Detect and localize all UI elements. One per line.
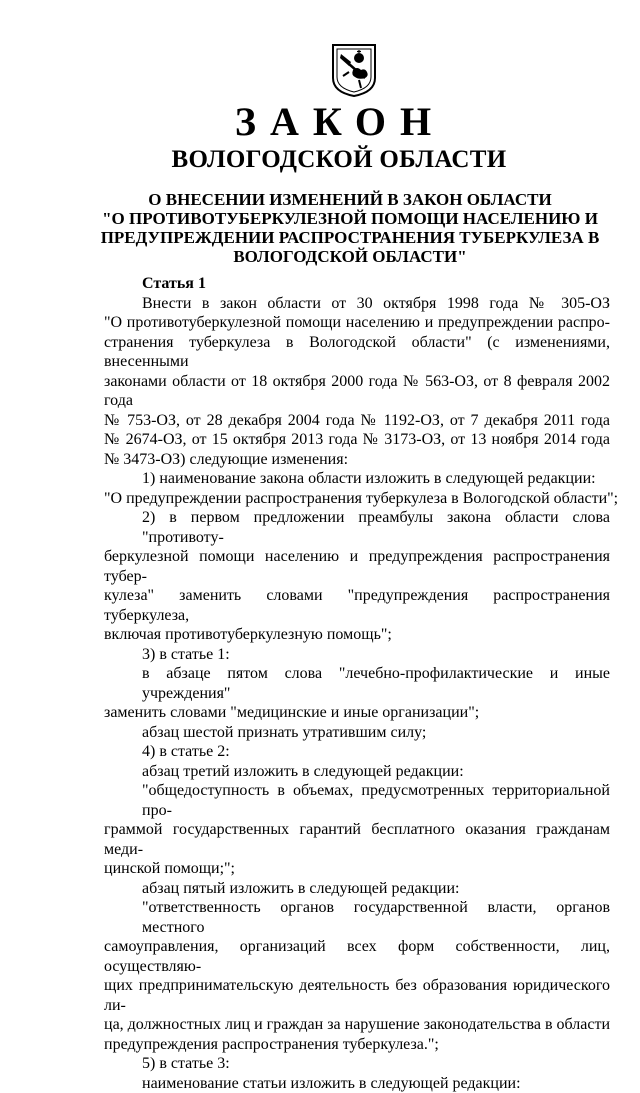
text-line: наименование статьи изложить в следующей редакции:: [104, 1074, 610, 1093]
text-line: 2) в первом предложении преамбулы закона области слова "противоту-: [104, 508, 610, 547]
text-line: "ответственность органов государственной власти, органов местного: [104, 898, 610, 937]
law-subject: [100, 190, 600, 266]
text-line: заменить словами "медицинские и иные организации";: [104, 703, 610, 723]
law-title: ЗАКОН: [0, 100, 640, 144]
text-line: 4) в статье 2:: [104, 742, 610, 762]
text-line: № 2674-ОЗ, от 15 октября 2013 года № 3173-ОЗ, от 13 ноября 2014 года: [104, 430, 610, 450]
text-line: в абзаце пятом слова "лечебно-профилактические и иные учреждения": [104, 664, 610, 703]
text-line: "О предупреждении распространения туберкулеза в Вологодской области";: [104, 489, 610, 509]
region-title: ВОЛОГОДСКОЙ ОБЛАСТИ: [0, 146, 640, 174]
text-line: ца, должностных лиц и граждан за нарушение законодательства в области: [104, 1015, 610, 1035]
text-line: 3) в статье 1:: [104, 645, 610, 665]
text-line: щих предпринимательскую деятельность без образования юридического ли-: [104, 976, 610, 1015]
text-line: цинской помощи;";: [104, 859, 610, 879]
text-line: беркулезной помощи населению и предупреждения распространения тубер-: [104, 547, 610, 586]
text-line: Внести в закон области от 30 октября 1998 года № 305-ОЗ: [104, 294, 610, 314]
text-line: законами области от 18 октября 2000 года № 563-ОЗ, от 8 февраля 2002 года: [104, 372, 610, 411]
subject-line: ПРЕДУПРЕЖДЕНИИ РАСПРОСТРАНЕНИЯ ТУБЕРКУЛЕЗА В: [100, 228, 600, 247]
text-line: 5) в статье 3:: [104, 1054, 610, 1074]
text-line: включая противотуберкулезную помощь";: [104, 625, 610, 645]
text-line: абзац пятый изложить в следующей редакции:: [104, 879, 610, 899]
text-line: предупреждения распространения туберкулеза.";: [104, 1035, 610, 1055]
text-line: граммой государственных гарантий бесплатного оказания гражданам меди-: [104, 820, 610, 859]
text-line: странения туберкулеза в Вологодской области" (с изменениями, внесенными: [104, 333, 610, 372]
text-line: "общедоступность в объемах, предусмотренных территориальной про-: [104, 781, 610, 820]
coat-of-arms-icon: [329, 42, 379, 98]
article-heading: Статья 1: [104, 274, 610, 294]
subject-line: О ВНЕСЕНИИ ИЗМЕНЕНИЙ В ЗАКОН ОБЛАСТИ: [100, 190, 600, 209]
text-line: абзац третий изложить в следующей редакции:: [104, 762, 610, 782]
text-line: абзац шестой признать утратившим силу;: [104, 723, 610, 743]
text-line: № 753-ОЗ, от 28 декабря 2004 года № 1192-ОЗ, от 7 декабря 2011 года: [104, 411, 610, 431]
article-body: [104, 274, 610, 1093]
subject-line: ВОЛОГОДСКОЙ ОБЛАСТИ": [100, 247, 600, 266]
subject-line: "О ПРОТИВОТУБЕРКУЛЕЗНОЙ ПОМОЩИ НАСЕЛЕНИЮ И: [100, 209, 600, 228]
text-line: кулеза" заменить словами "предупреждения распространения туберкулеза,: [104, 586, 610, 625]
text-line: самоуправления, организаций всех форм собственности, лиц, осуществляю-: [104, 937, 610, 976]
text-line: 1) наименование закона области изложить в следующей редакции:: [104, 469, 610, 489]
text-line: № 3473-ОЗ) следующие изменения:: [104, 450, 610, 470]
text-line: "О противотуберкулезной помощи населению и предупреждении распро-: [104, 313, 610, 333]
